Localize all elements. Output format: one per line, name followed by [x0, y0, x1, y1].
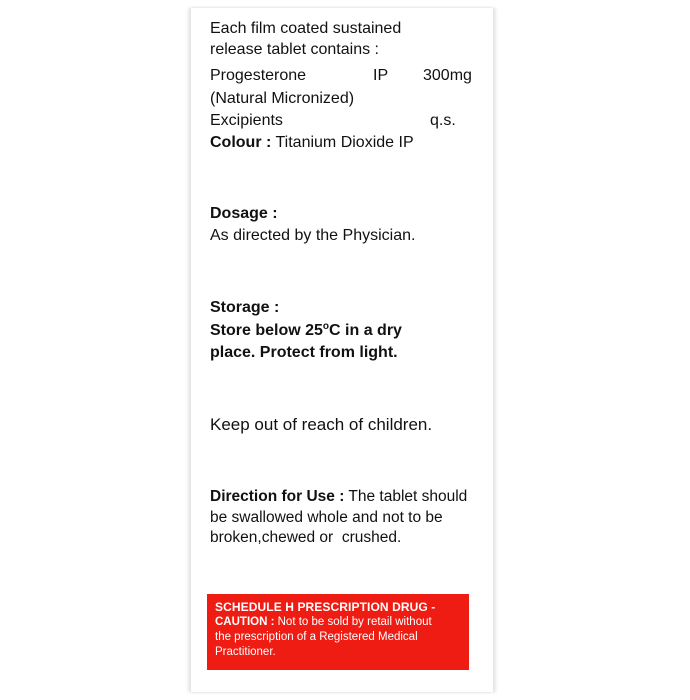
- dosage-text: As directed by the Physician.: [210, 227, 416, 244]
- storage-line-2: place. Protect from light.: [210, 344, 398, 361]
- caution-line-1: [215, 615, 461, 630]
- caution-line-3: Practitioner.: [215, 646, 276, 658]
- schedule-h-caution-box: [207, 594, 469, 670]
- ingredient-note: (Natural Micronized): [210, 90, 355, 107]
- children-warning: Keep out of reach of children.: [210, 415, 433, 434]
- storage-text-a: Store below 25: [210, 322, 323, 339]
- degree-symbol: o: [322, 321, 330, 332]
- ingredient-dose: 300mg: [423, 67, 472, 84]
- caution-line-2: the prescription of a Registered Medical: [215, 631, 418, 643]
- direction-label: Direction for Use :: [210, 488, 345, 505]
- storage-heading: Storage :: [210, 299, 280, 316]
- caution-title: SCHEDULE H PRESCRIPTION DRUG -: [215, 600, 436, 614]
- composition-line-1: Each film coated sustained: [210, 20, 402, 37]
- storage-line-1: [210, 320, 402, 341]
- direction-line-1: [210, 486, 467, 507]
- ingredient-name: Progesterone: [210, 67, 307, 84]
- dosage-heading: Dosage :: [210, 205, 278, 222]
- direction-text-1: The tablet should: [348, 488, 468, 505]
- excipients-qty: q.s.: [430, 112, 456, 129]
- colour-value: Titanium Dioxide IP: [275, 134, 414, 151]
- ingredient-standard: IP: [373, 67, 389, 84]
- colour-label: Colour :: [210, 134, 272, 151]
- caution-label: CAUTION :: [215, 616, 275, 628]
- direction-line-2: be swallowed whole and not to be: [210, 509, 443, 526]
- colour-line: [210, 132, 414, 153]
- composition-line-2: release tablet contains :: [210, 41, 379, 58]
- excipients-label: Excipients: [210, 112, 283, 129]
- direction-line-3: broken,chewed or crushed.: [210, 529, 402, 546]
- caution-text-1: Not to be sold by retail without: [277, 616, 432, 628]
- storage-text-b: C in a dry: [329, 322, 402, 339]
